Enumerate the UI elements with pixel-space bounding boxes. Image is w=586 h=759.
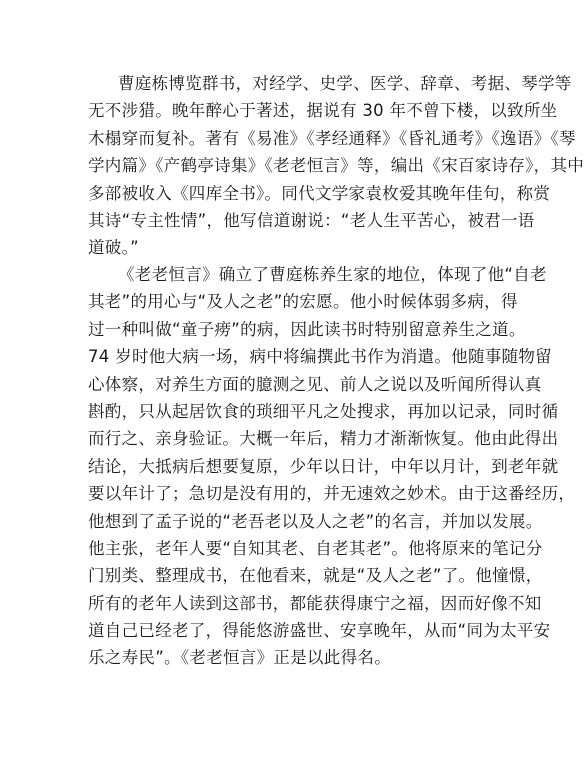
text-line: 他想到了孟子说的“老吾老以及人之老”的名言，并加以发展。 xyxy=(88,511,543,531)
text-line: 心体察，对养生方面的臆测之见、前人之说以及听闻所得认真 xyxy=(88,374,542,394)
text-line: 要以年计了；急切是没有用的，并无速效之妙术。由于这番经历， xyxy=(88,484,576,504)
text-line: 木榻穿而复补。著有《易准》《孝经通释》《昏礼通考》《逸语》《琴 xyxy=(88,128,576,148)
text-line: 74 岁时他大病一场，病中将编撰此书作为消遣。他随事随物留 xyxy=(88,347,552,367)
text-line: 他主张，老年人要“自知其老、自老其老”。他将原来的笔记分 xyxy=(88,538,543,558)
text-line: 其老”的用心与“及人之老”的宏愿。他小时候体弱多病，得 xyxy=(88,292,518,312)
text-line: 乐之寿民”。《老老恒言》正是以此得名。 xyxy=(88,648,391,668)
text-line: 道自己已经老了，得能悠游盛世、安享晚年，从而“同为太平安 xyxy=(88,621,551,641)
text-line: 门别类、整理成书，在他看来，就是“及人之老”了。他憧憬， xyxy=(88,566,543,586)
text-line: 学内篇》《产鹤亭诗集》《老老恒言》等，编出《宋百家诗存》，其中 xyxy=(88,156,585,176)
text-line: 而行之、亲身验证。大概一年后，精力才渐渐恢复。他由此得出 xyxy=(88,429,559,449)
paragraph-book-origin xyxy=(88,261,576,672)
text-line: 结论，大抵病后想要复原，少年以日计，中年以月计，到老年就 xyxy=(88,456,559,476)
text-line: 所有的老年人读到这部书，都能获得康宁之福，因而好像不知 xyxy=(88,593,542,613)
paragraph-biography xyxy=(88,70,585,262)
text-line: 曹庭栋博览群书，对经学、史学、医学、辞章、考据、琴学等 xyxy=(118,74,572,93)
text-line: 道破。” xyxy=(88,238,139,258)
text-line: 其诗“专主性情”，他写信道谢说：“老人生平苦心，被君一语 xyxy=(88,210,535,230)
text-line: 无不涉猎。晚年醉心于著述，据说有 30 年不曾下楼，以致所坐 xyxy=(88,101,558,121)
text-line: 斟酌，只从起居饮食的琐细平凡之处搜求，再加以记录，同时循 xyxy=(88,401,559,421)
text-line: 《老老恒言》确立了曹庭栋养生家的地位，体现了他“自老 xyxy=(118,265,547,284)
text-line: 多部被收入《四库全书》。同代文学家袁枚爱其晚年佳句，称赏 xyxy=(88,183,551,203)
text-line: 过一种叫做“童子痨”的病，因此读书时特别留意养生之道。 xyxy=(88,319,526,339)
